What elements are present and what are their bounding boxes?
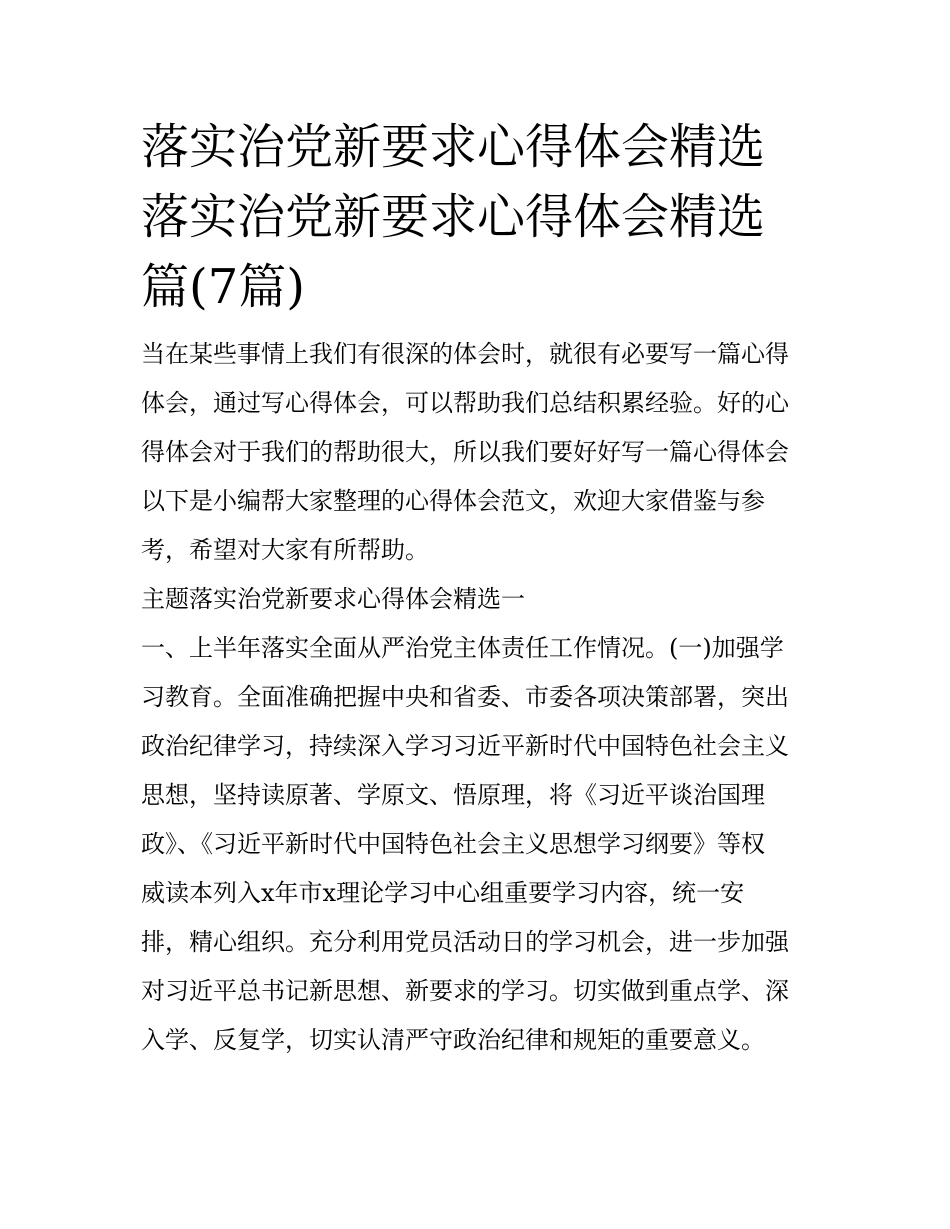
title-line: 落实治党新要求心得体会精选 xyxy=(141,189,766,245)
title-line: 落实治党新要求心得体会精选 xyxy=(141,119,766,175)
body-line: 思想，坚持读原著、学原文、悟原理，将《习近平谈治国理 xyxy=(141,781,765,809)
intro-line: 得体会对于我们的帮助很大，所以我们要好好写一篇心得体会 xyxy=(141,438,789,466)
intro-line: 体会，通过写心得体会，可以帮助我们总结积累经验。好的心 xyxy=(141,389,789,417)
body-line: 威读本列入x年市x理论学习中心组重要学习内容，统一安 xyxy=(141,879,745,907)
title-line: 篇(7篇) xyxy=(141,259,305,315)
body-paragraph xyxy=(141,624,821,1065)
intro-line: 以下是小编帮大家整理的心得体会范文，欢迎大家借鉴与参 xyxy=(141,487,765,515)
body-line: 政治纪律学习，持续深入学习习近平新时代中国特色社会主义 xyxy=(141,732,789,760)
body-line: 政》、《习近平新时代中国特色社会主义思想学习纲要》等权 xyxy=(141,830,765,858)
document-page xyxy=(141,112,821,1065)
body-line: 排，精心组织。充分利用党员活动日的学习机会，进一步加强 xyxy=(141,928,789,956)
body-line: 入学、反复学，切实认清严守政治纪律和规矩的重要意义。 xyxy=(141,1026,765,1054)
intro-line: 考，希望对大家有所帮助。 xyxy=(141,536,429,564)
section-heading xyxy=(141,575,821,624)
body-line: 习教育。全面准确把握中央和省委、市委各项决策部署，突出 xyxy=(141,683,789,711)
body-line: 一、上半年落实全面从严治党主体责任工作情况。(一)加强学 xyxy=(141,634,784,662)
intro-line: 当在某些事情上我们有很深的体会时，就很有必要写一篇心得 xyxy=(141,340,789,368)
document-title xyxy=(141,112,821,322)
body-line: 对习近平总书记新思想、新要求的学习。切实做到重点学、深 xyxy=(141,977,789,1005)
intro-paragraph xyxy=(141,330,821,575)
section-heading-text: 主题落实治党新要求心得体会精选一 xyxy=(141,585,525,613)
